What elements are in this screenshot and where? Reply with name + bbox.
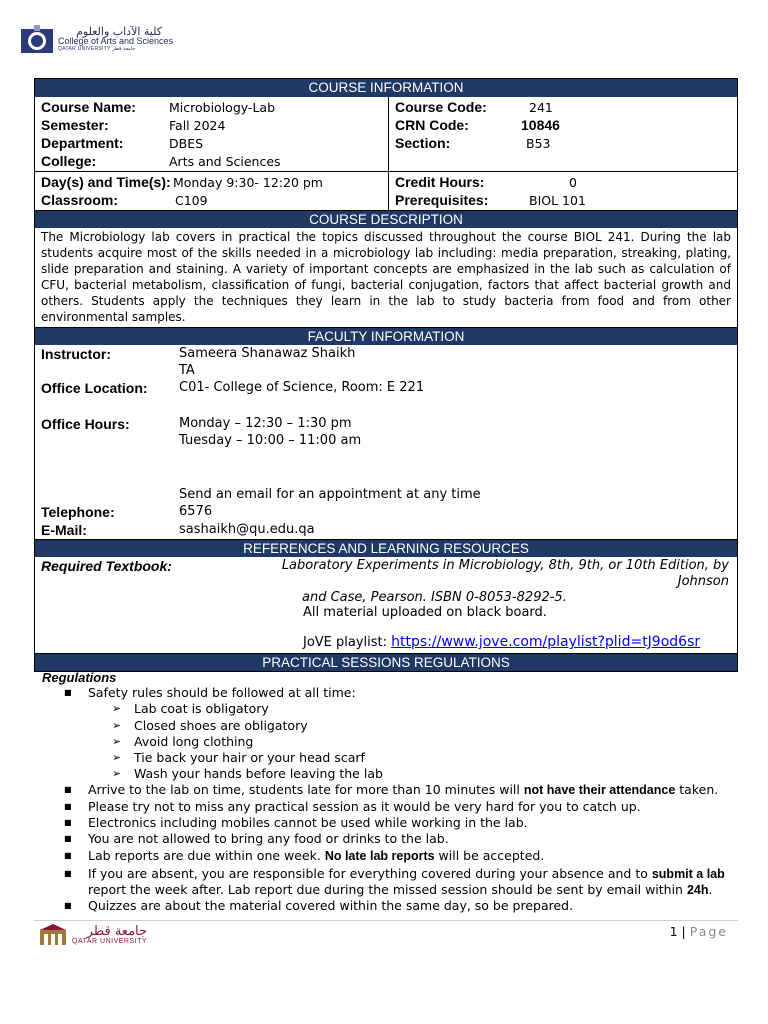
course-code-value: 241 — [529, 99, 553, 115]
course-description-text: The Microbiology lab covers in practical the topics discussed throughout the course BIOL 241. During the lab students acquire most of the skills needed in a microbiology lab including: media preparation, streaking, plating, slide preparation and staining. A variety of important concepts are emphasized in the lab such as calculation of CFU, bacterial metabolism, classification of fungi, bacterial conjugation, factors that affect bacterial growth and others. Students apply the techniques they learn in the lab to study bacteria from food and from other environmental samples. — [41, 230, 731, 324]
list-item: ➢ Tie back your hair or your head scarf — [42, 750, 742, 766]
qu-emblem-icon — [38, 924, 68, 946]
list-item: ■ Please try not to miss any practical session as it would be very hard for you to catch up. — [42, 799, 742, 815]
logo-sub-text: QATAR UNIVERSITY جامعة قطر — [58, 45, 136, 52]
list-item: ■ If you are absent, you are responsible for everything covered during your absence and to submit a lab report the week after. Lab report due during the missed session should be sent by email within 24h. — [42, 866, 742, 898]
college-logo — [20, 22, 180, 56]
email-value[interactable]: sashaikh@qu.edu.qa — [179, 522, 315, 537]
telephone-value: 6576 — [179, 504, 213, 519]
required-textbook-label: Required Textbook: — [41, 558, 172, 574]
course-info-block — [35, 97, 737, 171]
list-item: ■ You are not allowed to bring any food or drinks to the lab. — [42, 831, 742, 847]
textbook-line-1: Laboratory Experiments in Microbiology, 8th, 9th, or 10th Edition, by Johnson — [281, 558, 729, 589]
references-heading: REFERENCES AND LEARNING RESOURCES — [35, 539, 737, 557]
schedule-block — [35, 171, 737, 210]
instructor-value: Sameera Shanawaz Shaikh — [179, 346, 356, 361]
department-label: Department: — [41, 135, 124, 151]
course-information-heading: COURSE INFORMATION — [35, 79, 737, 97]
office-location-value: C01- College of Science, Room: E 221 — [179, 380, 425, 395]
instructor-role: TA — [179, 363, 195, 378]
course-code-label: Course Code: — [395, 99, 487, 115]
crn-label: CRN Code: — [395, 117, 469, 133]
regulations-section — [42, 670, 742, 914]
credit-hours-value: 0 — [569, 174, 577, 190]
list-item: ➢ Closed shoes are obligatory — [42, 718, 742, 734]
page-number: 1 | Page — [669, 924, 728, 939]
faculty-information-heading: FACULTY INFORMATION — [35, 327, 737, 345]
list-item: ■ Safety rules should be followed at all time: — [42, 685, 742, 701]
logo-arabic-text: كلية الآداب والعلوم — [76, 24, 162, 38]
appointment-note: Send an email for an appointment at any time — [179, 487, 481, 502]
office-location-label: Office Location: — [41, 380, 148, 396]
qatar-university-logo — [38, 924, 147, 946]
section-label: Section: — [395, 135, 451, 151]
classroom-value: C109 — [175, 192, 208, 208]
list-item: ■ Lab reports are due within one week. No late lab reports will be accepted. — [42, 848, 742, 864]
email-label: E-Mail: — [41, 522, 87, 538]
list-item: ➢ Wash your hands before leaving the lab — [42, 766, 742, 782]
list-item: ■ Arrive to the lab on time, students late for more than 10 minutes will not have their attendance taken. — [42, 782, 742, 798]
logo-english-text: College of Arts and Sciences — [58, 36, 174, 47]
days-value: Monday 9:30- 12:20 pm — [173, 174, 323, 190]
list-item: ■ Quizzes are about the material covered within the same day, so be prepared. — [42, 898, 742, 914]
qu-english-text: QATAR UNIVERSITY — [72, 938, 148, 945]
qu-arabic-text: جامعة قطر — [86, 924, 148, 939]
prerequisites-label: Prerequisites: — [395, 192, 489, 208]
semester-value: Fall 2024 — [169, 117, 226, 133]
semester-label: Semester: — [41, 117, 109, 133]
days-label: Day(s) and Time(s): — [41, 174, 171, 190]
list-item: ➢ Lab coat is obligatory — [42, 701, 742, 717]
college-emblem-icon — [20, 23, 54, 55]
telephone-label: Telephone: — [41, 504, 115, 520]
textbook-citation — [261, 558, 729, 606]
instructor-label: Instructor: — [41, 346, 111, 362]
section-value: B53 — [526, 135, 551, 151]
credit-hours-label: Credit Hours: — [395, 174, 485, 190]
jove-playlist — [303, 634, 700, 650]
regulations-title: Regulations — [42, 670, 117, 685]
course-name-value: Microbiology-Lab — [169, 99, 275, 115]
college-value: Arts and Sciences — [169, 153, 281, 169]
faculty-block — [35, 345, 737, 539]
office-hours-tuesday: Tuesday – 10:00 – 11:00 am — [179, 433, 362, 448]
list-item: ■ Electronics including mobiles cannot be used while working in the lab. — [42, 815, 742, 831]
footer-divider — [34, 920, 738, 921]
course-name-label: Course Name: — [41, 99, 136, 115]
textbook-line-2: and Case, Pearson. ISBN 0-8053-8292-5. — [302, 590, 567, 605]
office-hours-label: Office Hours: — [41, 416, 130, 432]
college-label: College: — [41, 153, 97, 169]
jove-label: JoVE playlist: — [303, 635, 392, 650]
blackboard-note: All material uploaded on black board. — [303, 605, 547, 620]
course-description-heading: COURSE DESCRIPTION — [35, 210, 737, 228]
classroom-label: Classroom: — [41, 192, 119, 208]
department-value: DBES — [169, 135, 204, 151]
jove-playlist-link[interactable]: https://www.jove.com/playlist?plid=tJ9od6sr — [391, 634, 701, 650]
references-block — [35, 557, 737, 653]
syllabus-table — [34, 78, 738, 672]
practical-regulations-heading: PRACTICAL SESSIONS REGULATIONS — [35, 653, 737, 671]
office-hours-monday: Monday – 12:30 – 1:30 pm — [179, 416, 352, 431]
crn-value: 10846 — [521, 117, 560, 133]
prerequisites-value: BIOL 101 — [529, 192, 586, 208]
list-item: ➢ Avoid long clothing — [42, 734, 742, 750]
